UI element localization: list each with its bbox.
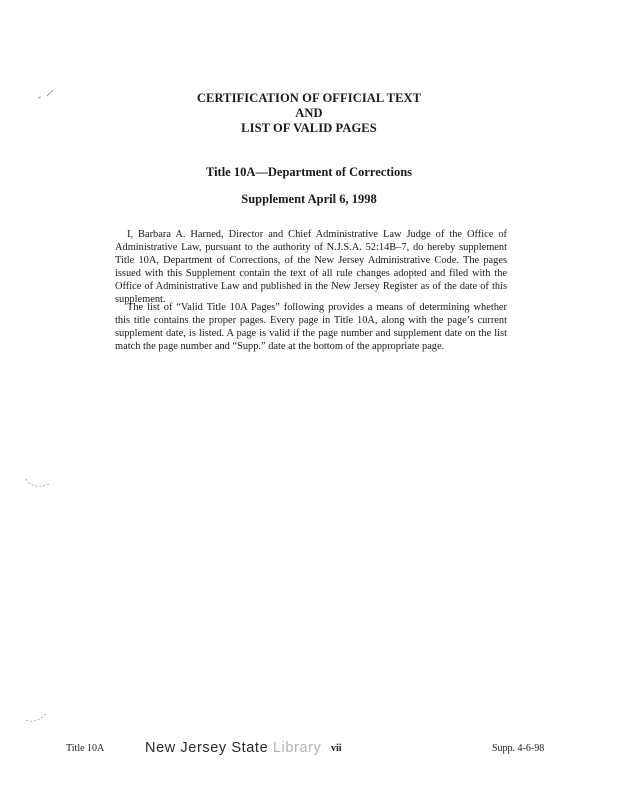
library-stamp — [145, 740, 321, 756]
supplement-heading: Supplement April 6, 1998 — [241, 192, 377, 206]
page-number: vii — [331, 743, 342, 754]
scan-artifact-mark — [24, 476, 54, 494]
footer-supplement-date: Supp. 4-6-98 — [492, 743, 545, 754]
footer-title: Title 10A — [66, 743, 105, 754]
certification-heading-line: CERTIFICATION OF OFFICIAL TEXT — [196, 91, 422, 105]
paragraph: The list of “Valid Title 10A Pages” following provides a means of determining whether this title contains the proper pages. Every page in Title 10A, along with the page’s current supplement date, is listed. A page is valid if the page number and supplement date on the list match the page number and “Supp.” date at the bottom of the appropriate page. — [115, 302, 507, 352]
title-heading: Title 10A—Department of Corrections — [205, 165, 413, 179]
body-text — [115, 301, 507, 353]
certification-heading-line: LIST OF VALID PAGES — [241, 121, 377, 135]
scan-artifact-mark — [24, 712, 50, 726]
certification-heading-line: AND — [295, 106, 323, 120]
body-text — [115, 228, 507, 306]
paragraph: I, Barbara A. Harned, Director and Chief Administrative Law Judge of the Office of Administrative Law, pursuant to the authority of N.J.S.A. 52:14B–7, do hereby supplement Title 10A, Department of Corrections, of the New Jersey Administrative Code. The pages issued with this Supplement contain the text of all rule changes adopted and filed with the Office of Administrative Law and published in the New Jersey Register as of the date of this supplement. — [115, 229, 507, 305]
certification-heading — [0, 91, 618, 136]
library-stamp-text: New Jersey State — [145, 740, 269, 756]
library-stamp-faded-text: Library — [272, 740, 322, 756]
